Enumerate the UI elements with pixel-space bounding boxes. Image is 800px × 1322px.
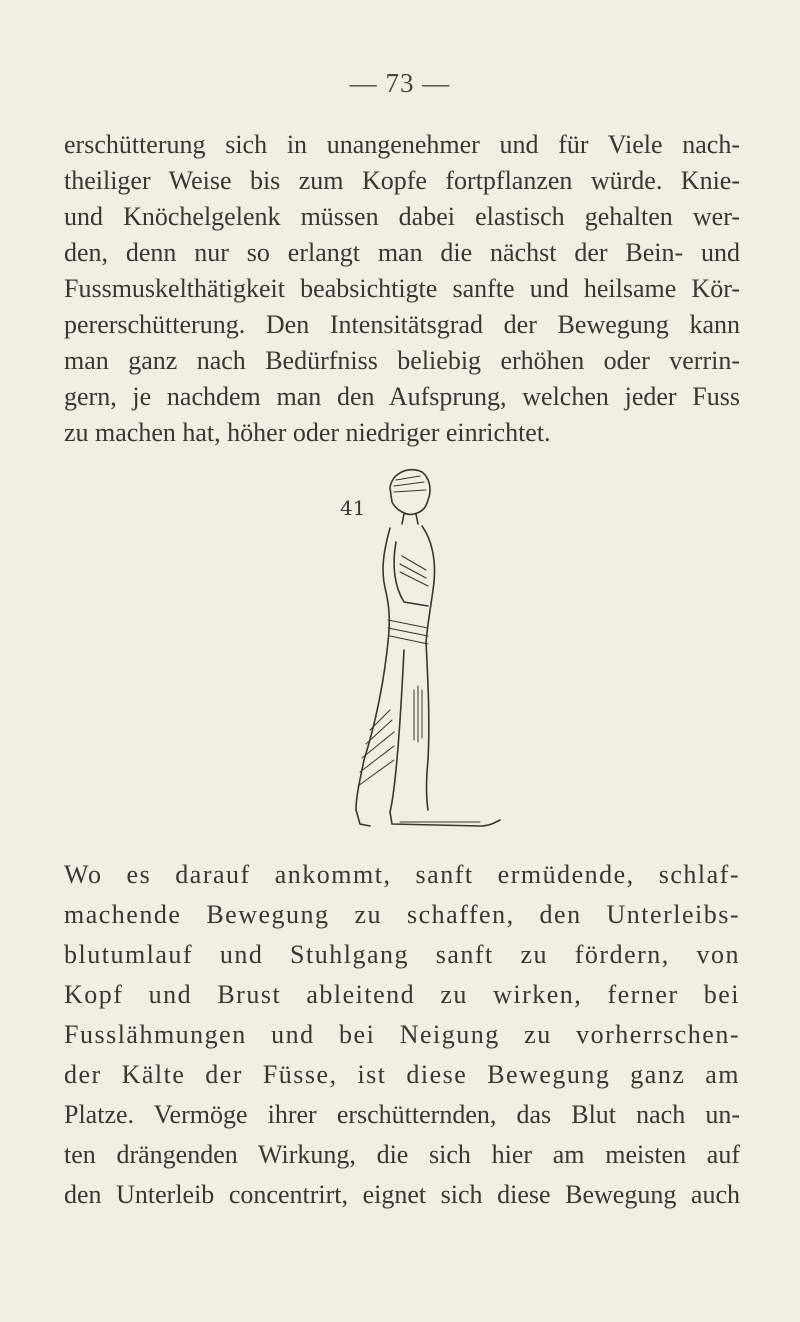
text-line: Platze. Vermöge ihrer erschütternden, das Blut nach un- — [64, 1100, 740, 1129]
text-line: den, denn nur so erlangt man die nächst der Bein- und — [64, 238, 740, 267]
text-line: der Kälte der Füsse, ist diese Bewegung ganz am — [64, 1060, 740, 1089]
text-line: Wo es darauf ankommt, sanft ermüdende, schlaf- — [64, 860, 740, 889]
text-line: man ganz nach Bedürfniss beliebig erhöhen oder verrin- — [64, 346, 740, 375]
text-line: zu machen hat, höher oder niedriger einrichtet. — [64, 418, 551, 447]
text-line: gern, je nachdem man den Aufsprung, welchen jeder Fuss — [64, 382, 740, 411]
text-line: machende Bewegung zu schaffen, den Unterleibs- — [64, 900, 740, 929]
figure-number: 41 — [340, 496, 366, 520]
text-line: pererschütterung. Den Intensitätsgrad der Bewegung kann — [64, 310, 740, 339]
text-line: erschütterung sich in unangenehmer und für Viele nach- — [64, 130, 740, 159]
text-line: Kopf und Brust ableitend zu wirken, ferner bei — [64, 980, 740, 1009]
paragraph-2 — [64, 855, 740, 1215]
text-line: ten drängenden Wirkung, die sich hier am meisten auf — [64, 1140, 740, 1169]
text-line: den Unterleib concentrirt, eignet sich diese Bewegung auch — [64, 1180, 740, 1209]
text-line: Fussmuskelthätigkeit beabsichtigte sanfte und heilsame Kör- — [64, 274, 740, 303]
text-line: theiliger Weise bis zum Kopfe fortpflanzen würde. Knie- — [64, 166, 740, 195]
text-line: Fusslähmungen und bei Neigung zu vorherrschen- — [64, 1020, 740, 1049]
text-line: blutumlauf und Stuhlgang sanft zu fördern, von — [64, 940, 740, 969]
paragraph-1 — [64, 127, 740, 451]
exercise-figure-illustration — [330, 460, 510, 840]
text-line: und Knöchelgelenk müssen dabei elastisch gehalten wer- — [64, 202, 740, 231]
page-number: — 73 — — [349, 68, 451, 98]
